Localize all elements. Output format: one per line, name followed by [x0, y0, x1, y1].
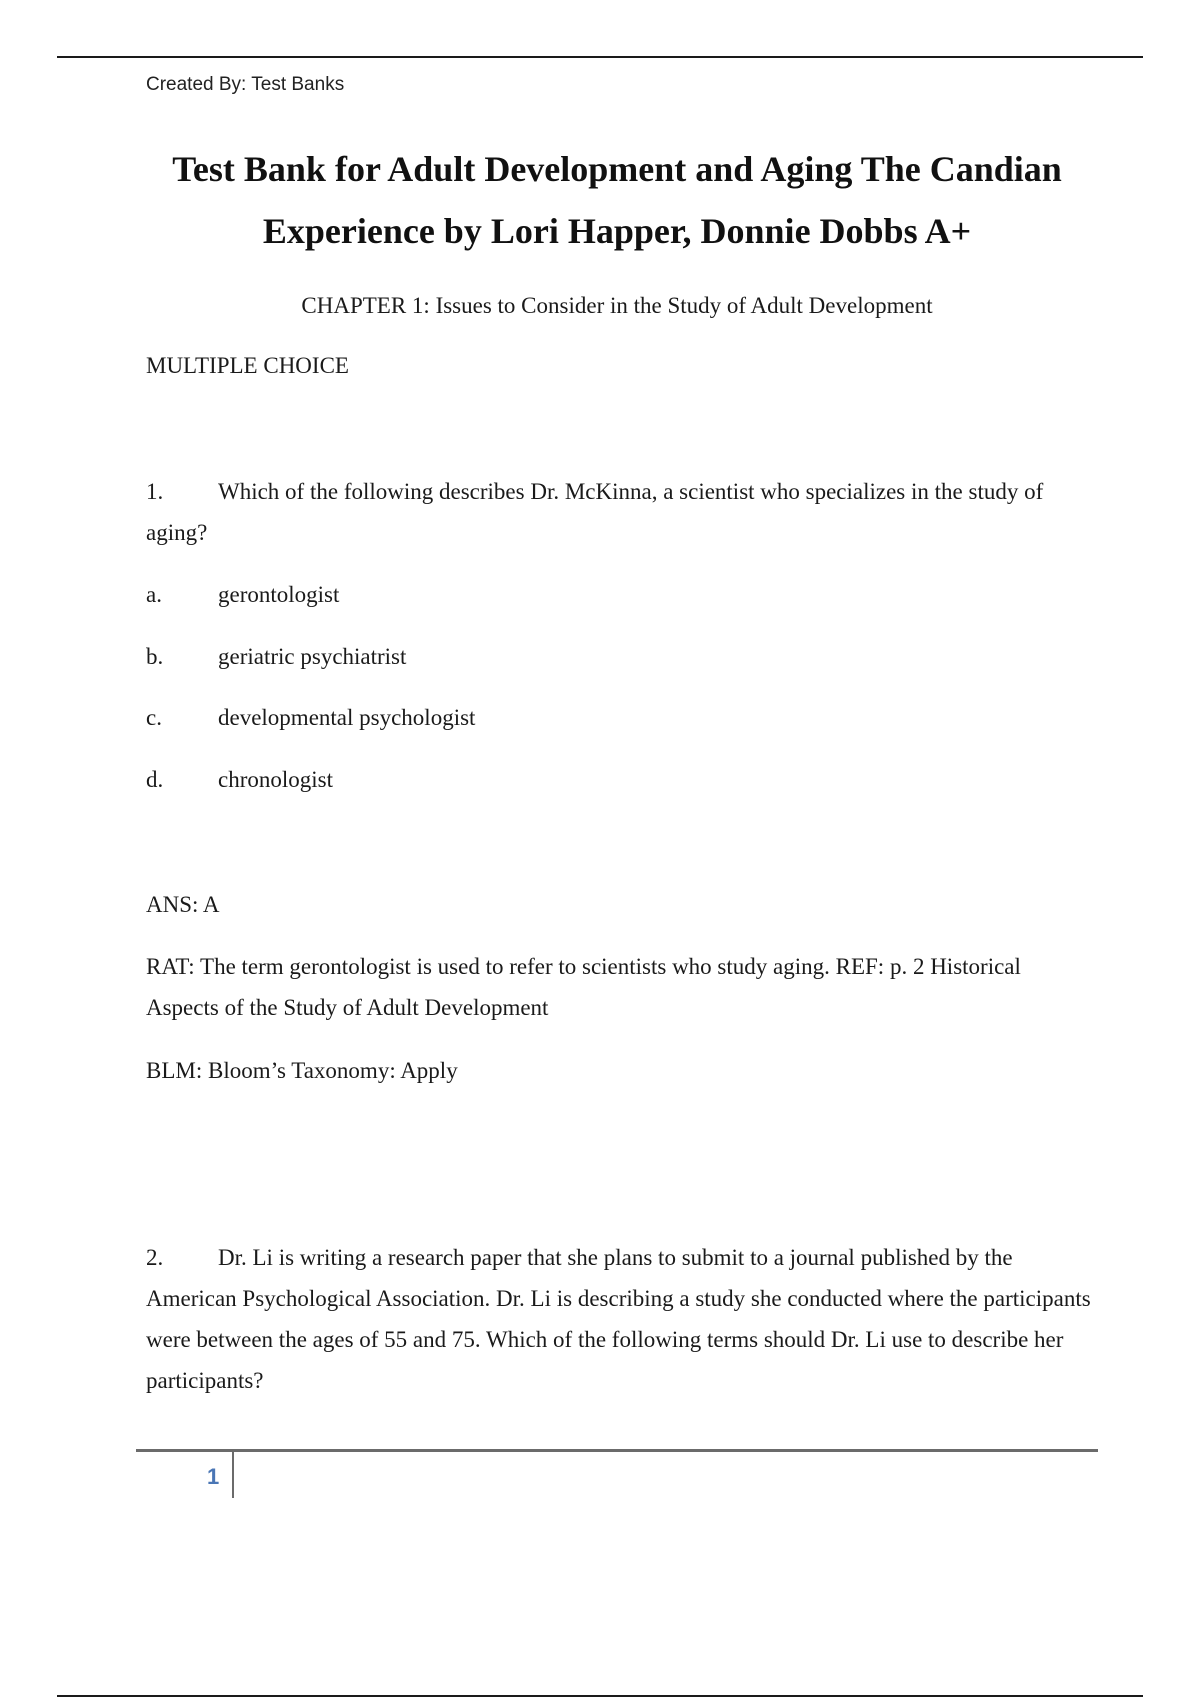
question-number: 1.: [146, 479, 164, 504]
answer-key: ANS: A: [146, 892, 220, 917]
option-text: gerontologist: [218, 582, 340, 607]
blooms-taxonomy: BLM: Bloom’s Taxonomy: Apply: [146, 1058, 458, 1083]
top-border-rule: [57, 56, 1143, 58]
answer-option-c: [146, 697, 475, 738]
page-number-divider: [232, 1452, 234, 1498]
answer-option-d: [146, 759, 333, 800]
bottom-border-rule: [57, 1695, 1143, 1697]
answer-option-a: [146, 574, 339, 615]
section-heading: MULTIPLE CHOICE: [146, 353, 349, 378]
question-2: [146, 1237, 1098, 1401]
question-number: 2.: [146, 1245, 164, 1270]
document-title: [120, 138, 1114, 262]
question-text: Which of the following describes Dr. McKinna, a scientist who specializes in the study of aging?: [146, 479, 1044, 545]
rationale: RAT: The term gerontologist is used to refer to scientists who study aging. REF: p. 2 Historical Aspects of the Study of Adult Development: [146, 954, 1021, 1020]
option-text: chronologist: [218, 767, 333, 792]
answer-option-b: [146, 636, 406, 677]
option-letter: a.: [146, 582, 162, 607]
question-1: [146, 471, 1098, 553]
option-letter: c.: [146, 705, 162, 730]
title-line-2: Experience by Lori Happer, Donnie Dobbs A+: [262, 211, 972, 251]
page-number: 1: [207, 1464, 220, 1489]
question-text: Dr. Li is writing a research paper that she plans to submit to a journal published by the American Psychological Association. Dr. Li is describing a study she conducted where the participants were between the ages of 55 and 75. Which of the following terms should Dr. Li use to describe her participants?: [146, 1245, 1091, 1393]
chapter-heading: CHAPTER 1: Issues to Consider in the Study of Adult Development: [301, 293, 933, 318]
option-text: developmental psychologist: [218, 705, 476, 730]
footer-rule: [136, 1449, 1098, 1452]
title-line-1: Test Bank for Adult Development and Aging The Candian: [172, 149, 1062, 189]
option-text: geriatric psychiatrist: [218, 644, 407, 669]
option-letter: d.: [146, 767, 164, 792]
option-letter: b.: [146, 644, 164, 669]
created-by-header: Created By: Test Banks: [146, 74, 345, 95]
